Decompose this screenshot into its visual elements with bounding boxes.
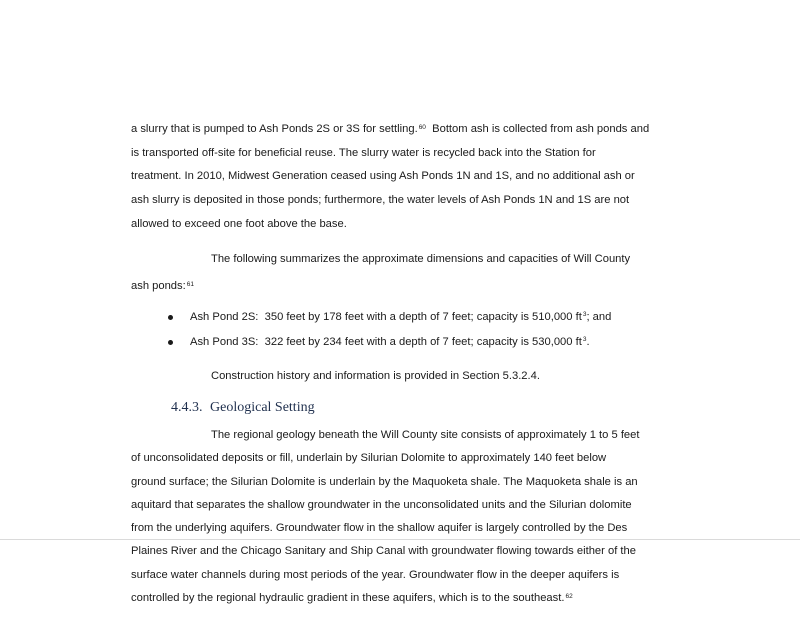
text-line: surface water channels during most periods of the year. Groundwater flow in the deeper aquifers is [131,568,620,581]
list-item: Ash Pond 2S: 350 feet by 178 feet with a depth of 7 feet; capacity is 510,000 $ft^3$; and [165,305,685,330]
text-line: The regional geology beneath the Will County site consists of approximately 1 to 5 feet [211,429,640,441]
list-item: Ash Pond 3S: 322 feet by 234 feet with a depth of 7 feet; capacity is 530,000 $ft^3$. [165,330,685,355]
scan-fold-line [0,539,800,540]
text-line: treatment. In 2010, Midwest Generation ceased using Ash Ponds 1N and 1S, and no additional ash or [131,170,635,183]
bullet-icon [168,340,173,345]
text-line: ash slurry is deposited in those ponds; furthermore, the water levels of Ash Ponds 1N and 1S are not [131,194,630,207]
footnote-ref: 61 [186,281,194,288]
text-line: allowed to exceed one foot above the base. [131,217,347,230]
text-line: of unconsolidated deposits or fill, underlain by Silurian Dolomite to approximately 140 feet below [131,452,607,465]
footnote-ref: 62 [565,593,573,601]
paragraph-pond-summary [131,246,676,300]
text-line: ash ponds:$^{61}$ [131,280,194,292]
pond-dimensions-list [165,305,685,354]
text-line: aquitard that separates the shallow groundwater in the unconsolidated units and the Silurian dolomite [131,498,632,511]
section-heading [171,400,315,416]
text-line: The following summarizes the approximate dimensions and capacities of Will County [211,253,631,265]
text-line: controlled by the regional hydraulic gradient in these aquifers, which is to the southeast.$^{62}$ [131,592,573,605]
footnote-ref: 60 [418,124,426,131]
construction-note: Construction history and information is provided in Section 5.3.2.4. [211,370,540,382]
bullet-icon [168,315,173,320]
text-line: ground surface; the Silurian Dolomite is underlain by the Maquoketa shale. The Maquoketa shale is an [131,475,638,488]
text-line: Plaines River and the Chicago Sanitary and Ship Canal with groundwater flowing towards either of the [131,545,636,558]
text-line: a slurry that is pumped to Ash Ponds 2S or 3S for settling.$^{60}$ Bottom ash is collected from ash ponds and [131,123,650,135]
text-line: from the underlying aquifers. Groundwater flow in the shallow aquifer is largely controlled by the Des [131,522,628,535]
section-title: Geological Setting [210,400,315,415]
paragraph-geology [131,424,676,610]
paragraph-ash-handling [131,118,676,237]
text-line: is transported off-site for beneficial reuse. The slurry water is recycled back into the Station for [131,146,596,159]
section-number: 4.4.3. [171,400,203,415]
